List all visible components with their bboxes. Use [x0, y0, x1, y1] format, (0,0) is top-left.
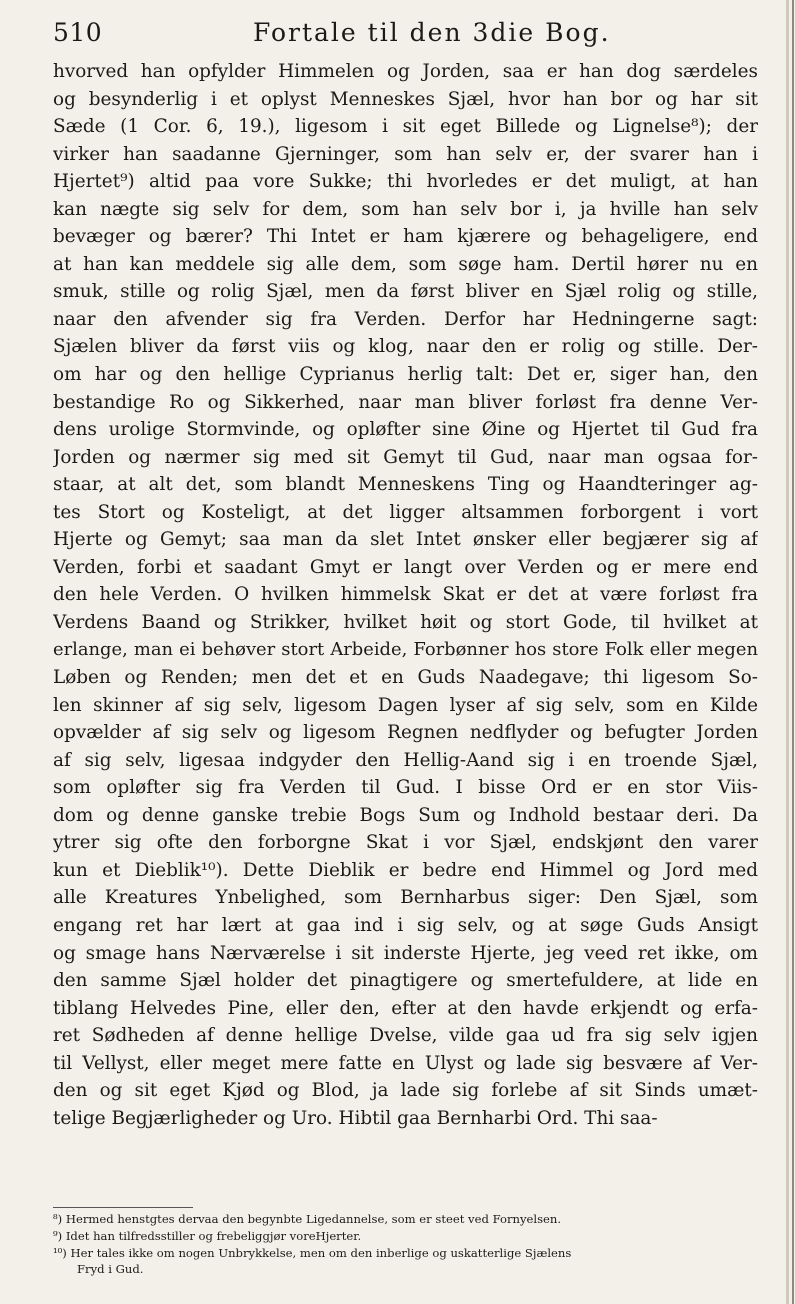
text-line: tiblang Helvedes Pine, eller den, efter at den havde erkjendt og erfa-	[53, 997, 758, 1019]
text-line: Løben og Renden; men det et en Guds Naadegave; thi ligesom So-	[53, 667, 758, 689]
text-line: om har og den hellige Cyprianus herlig talt: Det er, siger han, den	[53, 364, 758, 386]
text-line: ytrer sig ofte den forborgne Skat i vor Sjæl, endskjønt den varer	[53, 832, 758, 854]
text-line: naar den afvender sig fra Verden. Derfor har Hedningerne sagt:	[53, 308, 758, 330]
footnote-rule	[53, 1207, 193, 1208]
footnote-10-continuation: Fryd i Gud.	[77, 1262, 144, 1277]
footnote-8: ⁸) Hermed henstgtes dervaa den begynbte Ligedannelse, som er steet ved Fornyelsen.	[53, 1212, 562, 1226]
text-line: dom og denne ganske trebie Bogs Sum og Indhold bestaar deri. Da	[53, 804, 758, 826]
text-line: dens urolige Stormvinde, og opløfter sine Øine og Hjertet til Gud fra	[53, 419, 758, 441]
running-head: Fortale til den 3die Bog.	[253, 18, 611, 47]
text-line: virker han saadanne Gjerninger, som han selv er, der svarer han i	[53, 143, 758, 165]
page-number: 510	[53, 18, 103, 47]
page-header	[53, 18, 755, 52]
text-line: ret Sødheden af denne hellige Dvelse, vilde gaa ud fra sig selv igjen	[53, 1025, 758, 1047]
text-line: hvorved han opfylder Himmelen og Jorden, saa er han dog særdeles	[53, 61, 758, 82]
body-text	[53, 58, 758, 1132]
text-line: Verden, forbi et saadant Gmyt er langt over Verden og er mere end	[53, 556, 758, 578]
text-line: erlange, man ei behøver stort Arbeide, Forbønner hos store Folk eller megen	[53, 639, 758, 661]
text-line: kun et Dieblik¹⁰). Dette Dieblik er bedre end Himmel og Jord med	[53, 859, 758, 881]
text-line: staar, at alt det, som blandt Menneskens Ting og Haandteringer ag-	[53, 474, 758, 496]
text-line: engang ret har lært at gaa ind i sig selv, og at søge Guds Ansigt	[53, 914, 758, 936]
text-line: og smage hans Nærværelse i sit inderste Hjerte, jeg veed ret ikke, om	[53, 942, 758, 964]
text-line: af sig selv, ligesaa indgyder den Hellig-Aand sig i en troende Sjæl,	[53, 749, 758, 771]
text-line: telige Begjærligheder og Uro. Hibtil gaa Bernharbi Ord. Thi saa-	[53, 1107, 658, 1129]
text-line: smuk, stille og rolig Sjæl, men da først bliver en Sjæl rolig og stille,	[53, 281, 758, 303]
text-line: Sæde (1 Cor. 6, 19.), ligesom i sit eget Billede og Lignelse⁸); der	[53, 116, 758, 138]
text-line: den samme Sjæl holder det pinagtigere og smertefuldere, at lide en	[53, 970, 758, 992]
text-line: den hele Verden. O hvilken himmelsk Skat er det at være forløst fra	[53, 584, 758, 606]
text-line: opvælder af sig selv og ligesom Regnen nedflyder og befugter Jorden	[53, 722, 758, 744]
text-line: Jorden og nærmer sig med sit Gemyt til Gud, naar man ogsaa for-	[53, 446, 758, 468]
text-line: som opløfter sig fra Verden til Gud. I bisse Ord er en stor Viis-	[53, 777, 758, 799]
text-line: Sjælen bliver da først viis og klog, naar den er rolig og stille. Der-	[53, 336, 758, 358]
text-line: at han kan meddele sig alle dem, som søge ham. Dertil hører nu en	[53, 253, 758, 275]
text-line: Hjerte og Gemyt; saa man da slet Intet ønsker eller begjærer sig af	[53, 529, 758, 551]
page-edge	[786, 0, 789, 1304]
text-line: alle Kreatures Ynbelighed, som Bernharbus siger: Den Sjæl, som	[53, 887, 758, 909]
text-line: bestandige Ro og Sikkerhed, naar man bliver forløst fra denne Ver-	[53, 391, 758, 413]
text-line: den og sit eget Kjød og Blod, ja lade sig forlebe af sit Sinds umæt-	[53, 1080, 758, 1102]
text-line: tes Stort og Kosteligt, at det ligger altsammen forborgent i vort	[53, 501, 758, 523]
text-line: bevæger og bærer? Thi Intet er ham kjærere og behageligere, end	[53, 226, 758, 248]
footnote-9: ⁹) Idet han tilfredsstiller og frebeliggjør voreHjerter.	[53, 1228, 362, 1243]
footnote-10: ¹⁰) Her tales ikke om nogen Unbrykkelse, men om den inberlige og uskatterlige Sjælens	[53, 1245, 572, 1260]
footnotes	[53, 1211, 758, 1278]
page-edge-shadow	[792, 0, 794, 1304]
text-line: len skinner af sig selv, ligesom Dagen lyser af sig selv, som en Kilde	[53, 694, 758, 716]
text-line: Hjertet⁹) altid paa vore Sukke; thi hvorledes er det muligt, at han	[53, 171, 758, 193]
text-line: og besynderlig i et oplyst Menneskes Sjæl, hvor han bor og har sit	[53, 88, 758, 110]
text-line: til Vellyst, eller meget mere fatte en Ulyst og lade sig besvære af Ver-	[53, 1052, 758, 1074]
text-line: Verdens Baand og Strikker, hvilket høit og stort Gode, til hvilket at	[53, 611, 758, 633]
text-line: kan nægte sig selv for dem, som han selv bor i, ja hville han selv	[53, 198, 758, 220]
